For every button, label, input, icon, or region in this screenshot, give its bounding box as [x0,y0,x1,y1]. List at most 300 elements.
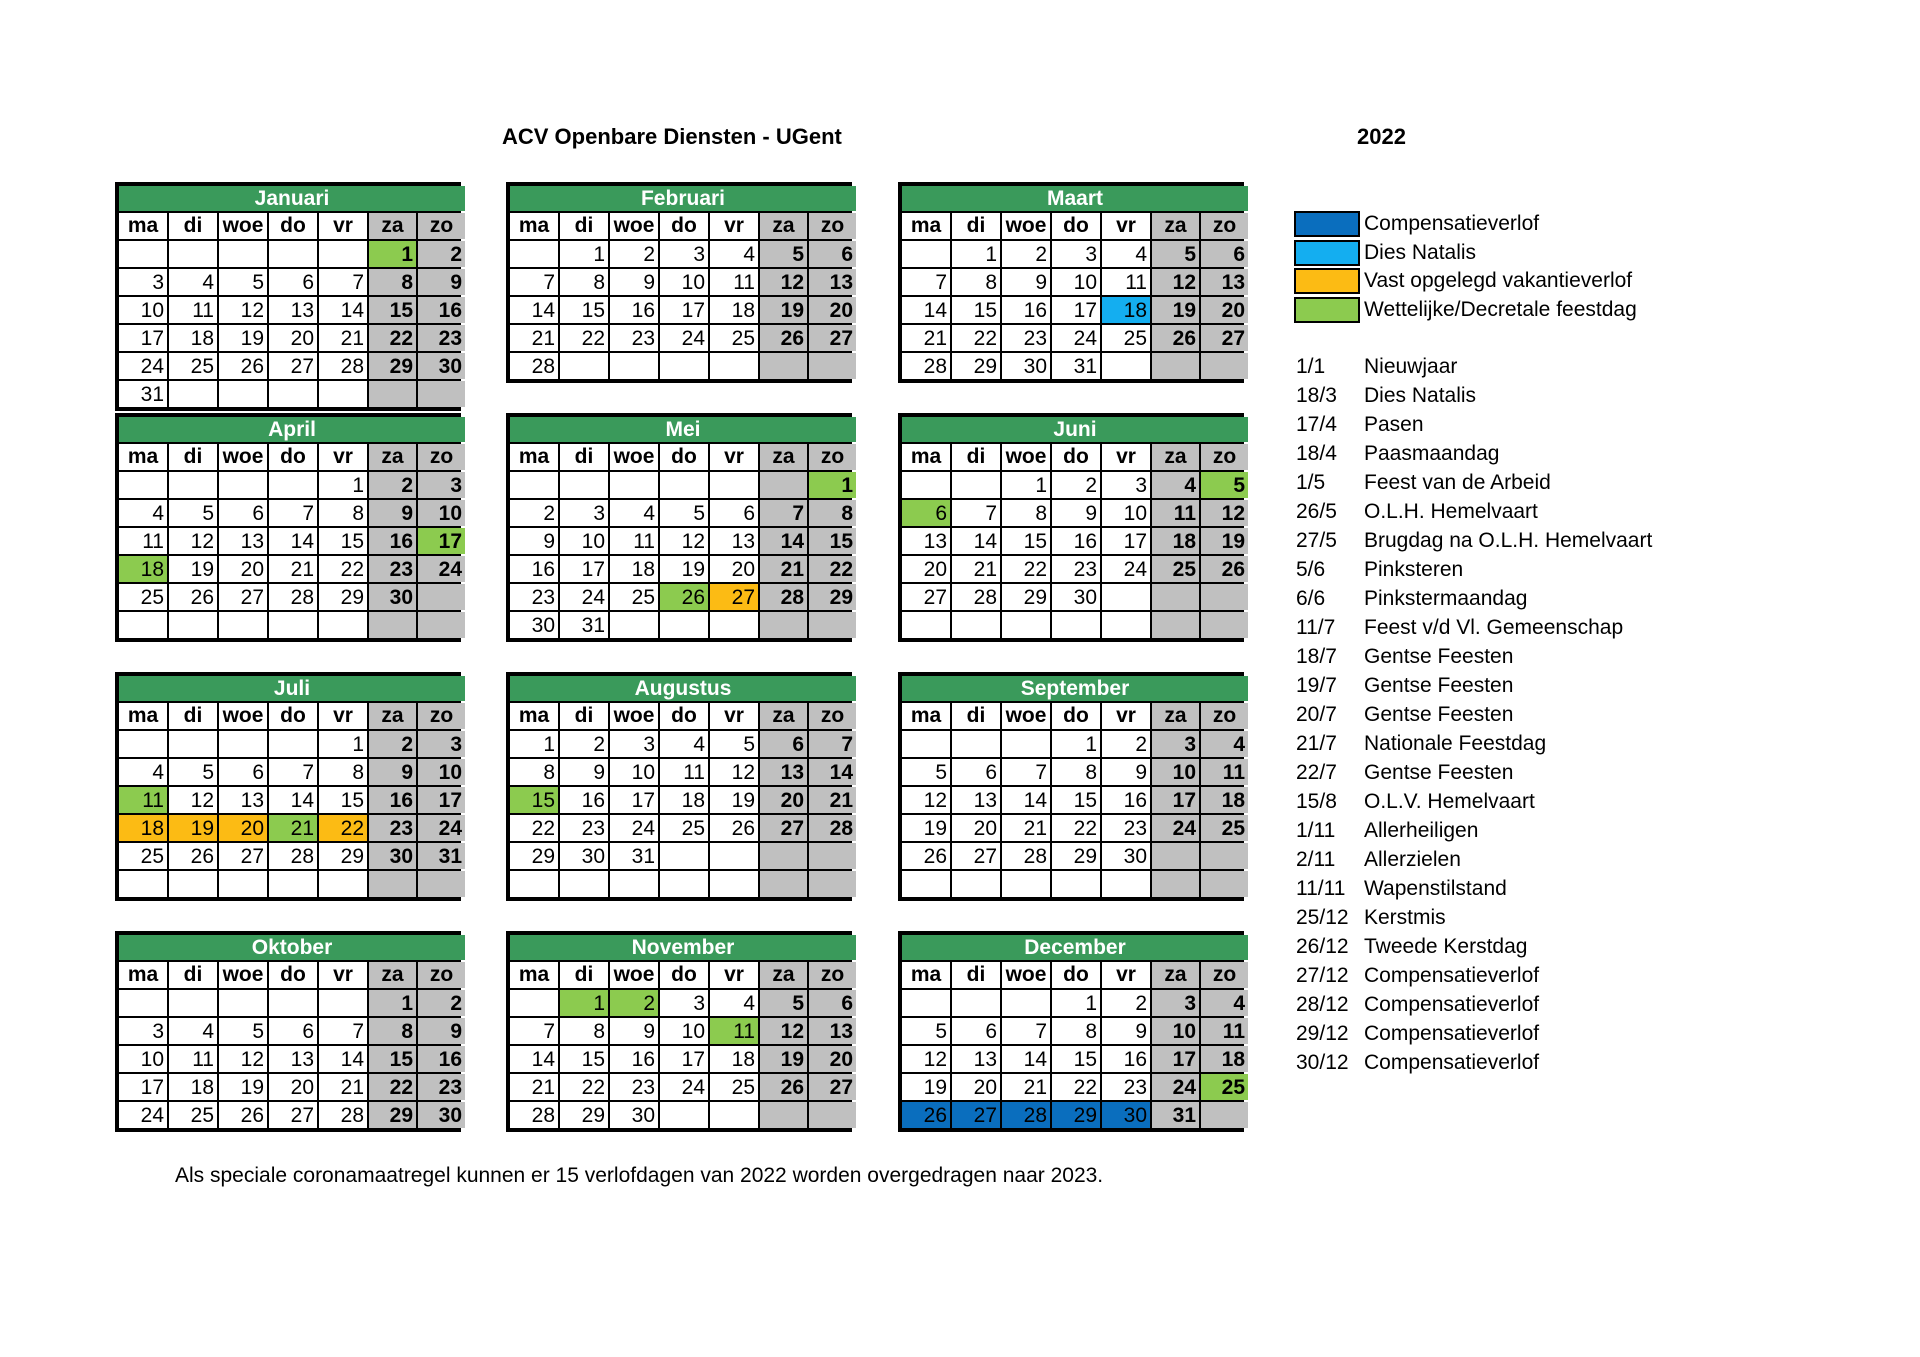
day-cell: 23 [510,584,558,610]
day-cell: 6 [809,990,856,1016]
day-cell: 27 [269,1102,317,1128]
day-cell: 7 [1002,1018,1050,1044]
month-title: April [119,417,465,442]
empty-cell [169,871,217,897]
day-cell: 25 [610,584,658,610]
day-cell: 29 [319,584,367,610]
empty-cell [660,843,708,869]
day-cell: 23 [1002,325,1050,351]
legend-swatch [1294,297,1360,323]
holiday-row [1296,613,1652,642]
day-cell: 1 [319,472,367,498]
day-cell: 14 [1002,1046,1050,1072]
day-cell: 13 [809,269,856,295]
holiday-name: Pasen [1364,413,1424,436]
day-cell: 25 [710,1074,758,1100]
day-cell: 5 [169,500,217,526]
day-cell: 8 [319,759,367,785]
day-cell: 21 [269,815,317,841]
day-cell: 29 [560,1102,608,1128]
month-title: Juli [119,676,465,701]
weekday-header: vr [1102,213,1150,239]
empty-cell [952,472,1000,498]
day-cell: 30 [1102,1102,1150,1128]
day-cell: 29 [1052,843,1100,869]
day-cell: 24 [1152,815,1199,841]
day-cell: 19 [1201,528,1248,554]
day-cell: 18 [1102,297,1150,323]
day-cell: 5 [902,759,950,785]
day-cell: 16 [560,787,608,813]
year-label: 2022 [1357,124,1406,149]
day-cell: 26 [169,584,217,610]
day-cell: 24 [418,556,465,582]
holiday-date: 18/3 [1296,384,1337,407]
holiday-row [1296,381,1652,410]
day-cell: 22 [1052,815,1100,841]
day-cell: 4 [1102,241,1150,267]
empty-cell [809,843,856,869]
weekday-header: do [660,213,708,239]
holiday-date: 22/7 [1296,761,1337,784]
day-cell: 11 [660,759,708,785]
month-title: Augustus [510,676,856,701]
day-cell: 26 [660,584,708,610]
day-cell: 8 [1052,1018,1100,1044]
holiday-row [1296,439,1652,468]
weekday-header: woe [1002,703,1050,729]
day-cell: 10 [119,1046,167,1072]
weekday-header: do [1052,962,1100,988]
month-september [898,672,1244,901]
day-cell: 15 [319,528,367,554]
day-cell: 18 [710,1046,758,1072]
day-cell: 22 [319,556,367,582]
day-cell: 20 [219,815,267,841]
weekday-header: vr [319,962,367,988]
empty-cell [610,472,658,498]
day-cell: 29 [369,353,416,379]
day-cell: 12 [760,269,807,295]
day-cell: 13 [902,528,950,554]
holiday-row [1296,526,1652,555]
legend-swatch [1294,211,1360,237]
day-cell: 5 [1201,472,1248,498]
day-cell: 1 [1002,472,1050,498]
day-cell: 14 [510,297,558,323]
day-cell: 18 [1201,1046,1248,1072]
empty-cell [710,612,758,638]
day-cell: 27 [1201,325,1248,351]
weekday-header: woe [219,444,267,470]
day-cell: 22 [560,1074,608,1100]
day-cell: 29 [369,1102,416,1128]
empty-cell [418,612,465,638]
legend-label: Wettelijke/Decretale feestdag [1364,298,1637,322]
day-cell: 28 [952,584,1000,610]
holiday-date: 27/12 [1296,964,1349,987]
weekday-header: za [760,444,807,470]
day-cell: 4 [1201,990,1248,1016]
day-cell: 10 [1052,269,1100,295]
weekday-header: woe [219,213,267,239]
holiday-row [1296,555,1652,584]
day-cell: 19 [760,1046,807,1072]
day-cell: 8 [809,500,856,526]
day-cell: 3 [119,269,167,295]
holiday-name: O.L.V. Hemelvaart [1364,790,1535,813]
day-cell: 28 [902,353,950,379]
empty-cell [219,612,267,638]
weekday-header: ma [119,703,167,729]
day-cell: 31 [418,843,465,869]
empty-cell [1201,584,1248,610]
empty-cell [219,871,267,897]
empty-cell [119,990,167,1016]
month-januari [115,182,461,411]
month-augustus [506,672,852,901]
day-cell: 18 [1152,528,1199,554]
empty-cell [510,990,558,1016]
empty-cell [1102,871,1150,897]
day-cell: 27 [269,353,317,379]
day-cell: 28 [760,584,807,610]
day-cell: 15 [560,1046,608,1072]
day-cell: 19 [219,325,267,351]
day-cell: 4 [119,759,167,785]
day-cell: 11 [710,269,758,295]
holiday-row [1296,990,1652,1019]
weekday-header: vr [710,444,758,470]
day-cell: 9 [369,759,416,785]
empty-cell [319,241,367,267]
day-cell: 28 [1002,1102,1050,1128]
weekday-header: woe [610,444,658,470]
holiday-name: Allerheiligen [1364,819,1479,842]
day-cell: 7 [760,500,807,526]
weekday-header: za [369,962,416,988]
month-title: Oktober [119,935,465,960]
day-cell: 24 [1052,325,1100,351]
month-title: September [902,676,1248,701]
holiday-date: 5/6 [1296,558,1326,581]
day-cell: 5 [760,241,807,267]
day-cell: 21 [1002,1074,1050,1100]
month-juni [898,413,1244,642]
day-cell: 29 [1002,584,1050,610]
holiday-row [1296,787,1652,816]
day-cell: 8 [560,1018,608,1044]
day-cell: 5 [760,990,807,1016]
day-cell: 21 [510,1074,558,1100]
weekday-header: do [269,703,317,729]
day-cell: 28 [510,1102,558,1128]
weekday-header: do [269,444,317,470]
day-cell: 7 [269,759,317,785]
day-cell: 25 [1201,815,1248,841]
day-cell: 6 [1201,241,1248,267]
holiday-row [1296,1048,1652,1077]
day-cell: 15 [319,787,367,813]
weekday-header: za [760,962,807,988]
day-cell: 7 [319,1018,367,1044]
day-cell: 10 [1102,500,1150,526]
holiday-row [1296,671,1652,700]
day-cell: 3 [418,472,465,498]
day-cell: 18 [119,556,167,582]
day-cell: 30 [560,843,608,869]
weekday-header: za [1152,213,1199,239]
day-cell: 23 [610,325,658,351]
weekday-header: zo [418,213,465,239]
weekday-header: woe [1002,444,1050,470]
weekday-header: di [952,213,1000,239]
empty-cell [1002,871,1050,897]
day-cell: 26 [902,843,950,869]
day-cell: 25 [710,325,758,351]
empty-cell [710,1102,758,1128]
day-cell: 4 [169,1018,217,1044]
day-cell: 3 [1102,472,1150,498]
weekday-header: vr [1102,703,1150,729]
day-cell: 20 [809,1046,856,1072]
empty-cell [1152,353,1199,379]
legend-swatch [1294,268,1360,294]
day-cell: 17 [560,556,608,582]
holiday-date: 1/11 [1296,819,1336,842]
weekday-header: do [1052,444,1100,470]
legend-swatch [1294,240,1360,266]
day-cell: 7 [319,269,367,295]
holiday-row [1296,758,1652,787]
day-cell: 17 [660,297,708,323]
day-cell: 4 [610,500,658,526]
day-cell: 1 [1052,990,1100,1016]
day-cell: 9 [369,500,416,526]
day-cell: 22 [319,815,367,841]
empty-cell [1201,1102,1248,1128]
day-cell: 12 [902,787,950,813]
empty-cell [1201,612,1248,638]
day-cell: 14 [809,759,856,785]
holiday-row [1296,932,1652,961]
holiday-date: 26/12 [1296,935,1349,958]
month-mei [506,413,852,642]
empty-cell [510,871,558,897]
holiday-date: 2/11 [1296,848,1336,871]
day-cell: 25 [119,843,167,869]
day-cell: 12 [219,1046,267,1072]
day-cell: 6 [760,731,807,757]
weekday-header: woe [610,962,658,988]
weekday-header: ma [902,962,950,988]
day-cell: 30 [418,353,465,379]
empty-cell [319,612,367,638]
day-cell: 17 [418,787,465,813]
day-cell: 12 [760,1018,807,1044]
day-cell: 18 [710,297,758,323]
weekday-header: do [1052,213,1100,239]
day-cell: 2 [1052,472,1100,498]
weekday-header: woe [610,703,658,729]
weekday-header: di [169,444,217,470]
empty-cell [169,731,217,757]
day-cell: 13 [219,528,267,554]
weekday-header: di [169,703,217,729]
day-cell: 25 [1152,556,1199,582]
day-cell: 14 [760,528,807,554]
day-cell: 10 [1152,759,1199,785]
day-cell: 4 [660,731,708,757]
day-cell: 19 [660,556,708,582]
day-cell: 19 [1152,297,1199,323]
day-cell: 15 [1002,528,1050,554]
day-cell: 21 [319,325,367,351]
month-februari [506,182,852,383]
day-cell: 12 [169,528,217,554]
day-cell: 21 [902,325,950,351]
day-cell: 15 [809,528,856,554]
weekday-header: zo [809,444,856,470]
weekday-header: vr [710,703,758,729]
month-title: November [510,935,856,960]
holiday-row [1296,729,1652,758]
day-cell: 11 [119,787,167,813]
day-cell: 6 [902,500,950,526]
day-cell: 27 [952,1102,1000,1128]
weekday-header: zo [1201,213,1248,239]
day-cell: 27 [902,584,950,610]
day-cell: 7 [1002,759,1050,785]
holiday-date: 1/5 [1296,471,1326,494]
day-cell: 3 [610,731,658,757]
weekday-header: ma [510,444,558,470]
day-cell: 20 [952,1074,1000,1100]
holiday-row [1296,352,1652,381]
holiday-row [1296,497,1652,526]
empty-cell [219,990,267,1016]
day-cell: 29 [510,843,558,869]
day-cell: 17 [418,528,465,554]
day-cell: 22 [369,1074,416,1100]
day-cell: 23 [1102,1074,1150,1100]
day-cell: 6 [952,1018,1000,1044]
empty-cell [560,871,608,897]
day-cell: 24 [119,353,167,379]
weekday-header: za [369,444,416,470]
weekday-header: vr [1102,444,1150,470]
day-cell: 28 [269,584,317,610]
day-cell: 31 [1152,1102,1199,1128]
empty-cell [660,871,708,897]
day-cell: 24 [418,815,465,841]
weekday-header: vr [1102,962,1150,988]
legend-label: Vast opgelegd vakantieverlof [1364,269,1633,293]
empty-cell [510,241,558,267]
weekday-header: zo [418,444,465,470]
day-cell: 17 [1152,1046,1199,1072]
day-cell: 1 [560,990,608,1016]
day-cell: 27 [760,815,807,841]
day-cell: 2 [610,241,658,267]
empty-cell [269,731,317,757]
empty-cell [1152,843,1199,869]
empty-cell [269,381,317,407]
day-cell: 23 [369,556,416,582]
holiday-name: Gentse Feesten [1364,703,1514,726]
holiday-date: 19/7 [1296,674,1337,697]
holiday-date: 20/7 [1296,703,1337,726]
legend-item-vakantieverlof [1294,267,1637,296]
day-cell: 20 [1201,297,1248,323]
day-cell: 3 [1052,241,1100,267]
day-cell: 24 [560,584,608,610]
day-cell: 8 [369,269,416,295]
day-cell: 15 [1052,787,1100,813]
day-cell: 25 [119,584,167,610]
day-cell: 28 [510,353,558,379]
day-cell: 13 [269,297,317,323]
day-cell: 27 [219,843,267,869]
weekday-header: di [169,962,217,988]
day-cell: 24 [660,325,708,351]
day-cell: 7 [902,269,950,295]
day-cell: 24 [660,1074,708,1100]
day-cell: 23 [1052,556,1100,582]
day-cell: 26 [710,815,758,841]
day-cell: 6 [219,500,267,526]
weekday-header: zo [1201,703,1248,729]
day-cell: 27 [952,843,1000,869]
empty-cell [952,731,1000,757]
weekday-header: ma [510,703,558,729]
day-cell: 5 [1152,241,1199,267]
day-cell: 26 [219,353,267,379]
day-cell: 16 [418,297,465,323]
day-cell: 27 [809,1074,856,1100]
holiday-row [1296,468,1652,497]
day-cell: 13 [219,787,267,813]
day-cell: 9 [560,759,608,785]
day-cell: 18 [660,787,708,813]
day-cell: 11 [1152,500,1199,526]
weekday-header: ma [510,213,558,239]
footnote: Als speciale coronamaatregel kunnen er 15 verlofdagen van 2022 worden overgedragen naar 2023. [175,1164,1104,1187]
weekday-header: za [760,703,807,729]
day-cell: 11 [119,528,167,554]
day-cell: 2 [1002,241,1050,267]
holiday-name: Paasmaandag [1364,442,1500,465]
weekday-header: do [269,213,317,239]
empty-cell [119,871,167,897]
day-cell: 24 [610,815,658,841]
day-cell: 21 [319,1074,367,1100]
legend-label: Compensatieverlof [1364,212,1540,236]
day-cell: 10 [610,759,658,785]
empty-cell [610,871,658,897]
day-cell: 4 [169,269,217,295]
holiday-name: Feest v/d Vl. Gemeenschap [1364,616,1624,639]
day-cell: 7 [510,269,558,295]
day-cell: 18 [610,556,658,582]
day-cell: 14 [269,528,317,554]
day-cell: 30 [510,612,558,638]
month-december [898,931,1244,1132]
day-cell: 4 [1152,472,1199,498]
weekday-header: ma [902,444,950,470]
day-cell: 19 [902,1074,950,1100]
day-cell: 3 [660,241,708,267]
